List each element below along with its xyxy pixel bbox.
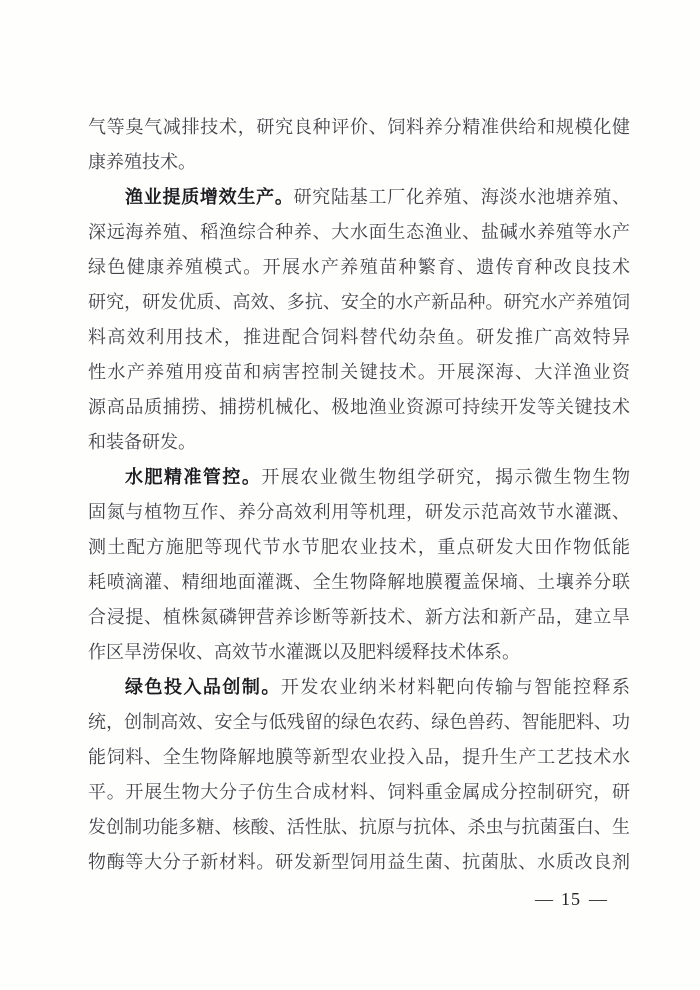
text-line: 水肥精准管控。开展农业微生物组学研究，揭示微生物生物 xyxy=(125,467,630,487)
text-line: 和装备研发。 xyxy=(88,432,196,452)
text-line: 深远海养殖、稻渔综合种养、大水面生态渔业、盐碱水养殖等水产 xyxy=(88,222,630,242)
paragraph xyxy=(88,110,630,180)
page-number-dash-right: — xyxy=(589,888,607,909)
page-number-dash-left: — xyxy=(535,888,553,909)
paragraph xyxy=(88,670,630,880)
text-line: 源高品质捕捞、捕捞机械化、极地渔业资源可持续开发等关键技术 xyxy=(88,397,630,417)
text-block xyxy=(88,110,630,880)
text-line: 耗喷滴灌、精细地面灌溉、全生物降解地膜覆盖保墒、土壤养分联 xyxy=(88,572,630,592)
page-number xyxy=(535,886,607,912)
paragraph-heading: 渔业提质增效生产。 xyxy=(125,187,294,207)
paragraph-heading: 绿色投入品创制。 xyxy=(125,677,281,697)
text-line: 物酶等大分子新材料。研发新型饲用益生菌、抗菌肽、水质改良剂 xyxy=(88,852,630,872)
text-line: 康养殖技术。 xyxy=(88,152,196,172)
text-line: 料高效利用技术，推进配合饲料替代幼杂鱼。研发推广高效特异 xyxy=(88,327,630,347)
text-line: 渔业提质增效生产。研究陆基工厂化养殖、海淡水池塘养殖、 xyxy=(125,187,630,207)
text-line: 平。开展生物大分子仿生合成材料、饲料重金属成分控制研究，研 xyxy=(88,782,630,802)
text-line: 绿色健康养殖模式。开展水产养殖苗种繁育、遗传育种改良技术 xyxy=(88,257,630,277)
text-line: 作区旱涝保收、高效节水灌溉以及肥料缓释技术体系。 xyxy=(88,642,520,662)
text-line: 性水产养殖用疫苗和病害控制关键技术。开展深海、大洋渔业资 xyxy=(88,362,630,382)
text-line: 能饲料、全生物降解地膜等新型农业投入品，提升生产工艺技术水 xyxy=(88,747,630,767)
text-line: 合浸提、植株氮磷钾营养诊断等新技术、新方法和新产品，建立旱 xyxy=(88,607,630,627)
text-line: 绿色投入品创制。开发农业纳米材料靶向传输与智能控释系 xyxy=(125,677,630,697)
text-line: 研究，研发优质、高效、多抗、安全的水产新品种。研究水产养殖饲 xyxy=(88,292,630,312)
text-line: 测土配方施肥等现代节水节肥农业技术，重点研发大田作物低能 xyxy=(88,537,630,557)
text-line: 固氮与植物互作、养分高效利用等机理，研发示范高效节水灌溉、 xyxy=(88,502,630,522)
page-number-value: 15 xyxy=(561,888,581,909)
text-line: 气等臭气减排技术，研究良种评价、饲料养分精准供给和规模化健 xyxy=(88,117,630,137)
text-line: 统，创制高效、安全与低残留的绿色农药、绿色兽药、智能肥料、功 xyxy=(88,712,630,732)
text-line: 发创制功能多糖、核酸、活性肽、抗原与抗体、杀虫与抗菌蛋白、生 xyxy=(88,817,630,837)
paragraph xyxy=(88,460,630,670)
paragraph xyxy=(88,180,630,460)
paragraph-heading: 水肥精准管控。 xyxy=(125,467,262,487)
